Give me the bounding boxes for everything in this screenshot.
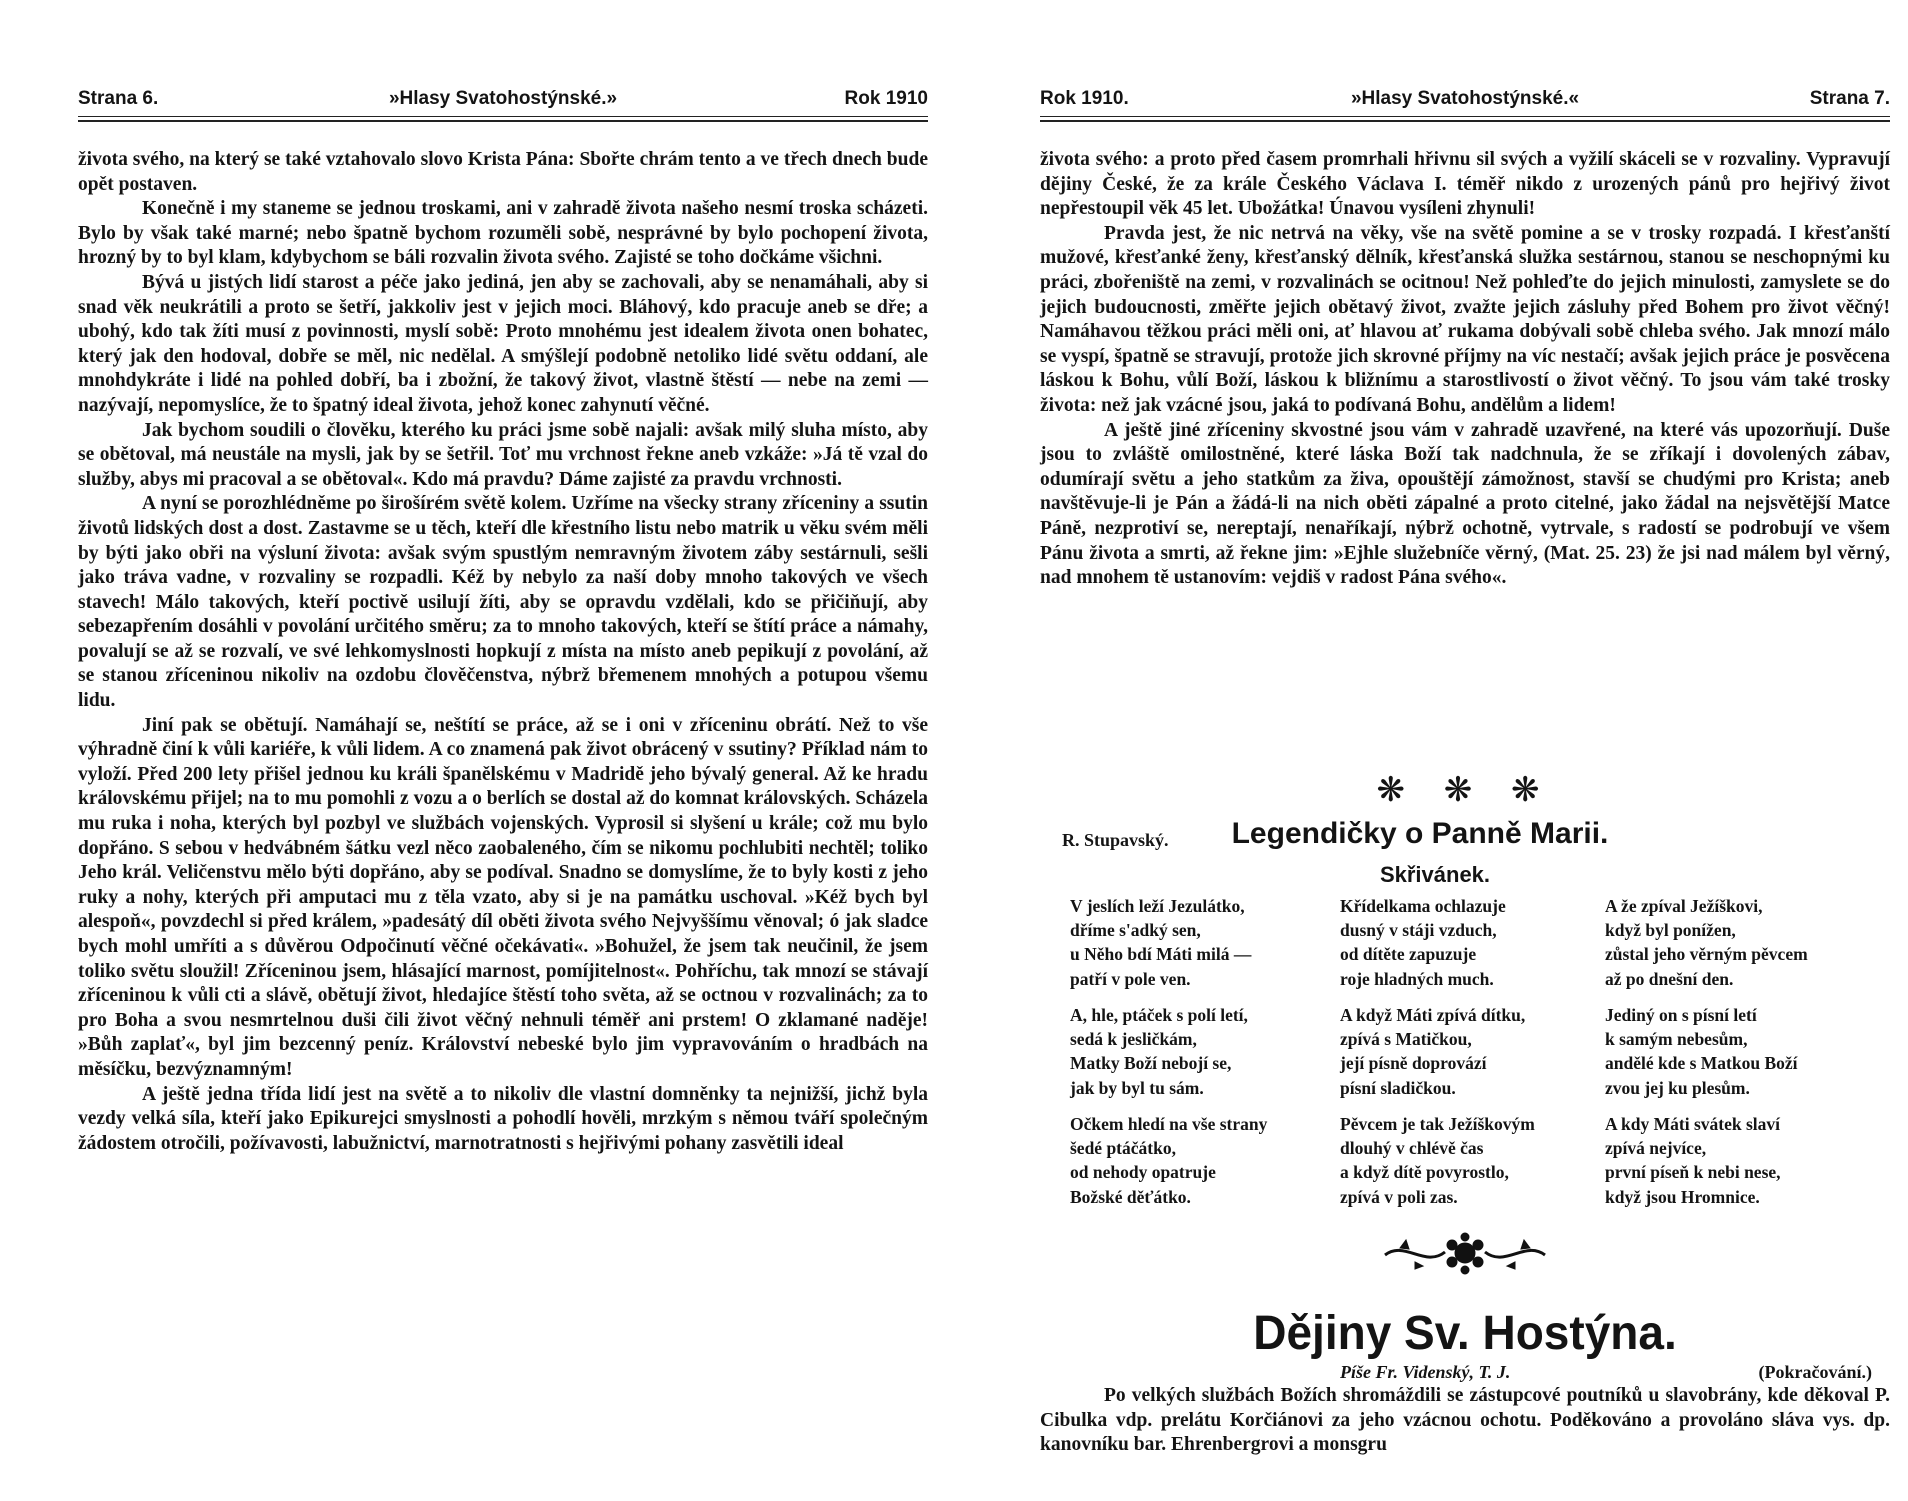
verse-line: písní sladičkou.	[1340, 1077, 1456, 1098]
paragraph: Pravda jest, že nic netrvá na věky, vše na světě pomine a se v trosky rozpadá. I křesťanští mužové, křesťanké ženy, křesťanský dělník, křesťanská služka sestárnou, stanou se neschopnými ku práci, zbořeniště na zemi, v rozvalinách se ocitnou! Než pohleďte do jejich minulosti, zamyslete se do jejich budoucnosti, změřte jejich obětavý život, zvažte jejich zásluhy před Bohem pro život věčný! Namáhavou těžkou práci měli oni, ať hlavou ať rukama dobývali sobě chleba svého. Jak mnozí málo se vyspí, špatně se stravují, protože jich skrovné příjmy na víc nestačí; avšak jejich práce je posvěcena láskou k Bohu, vůlí Boží, láskou k bližnímu a starostlivostí o život věčný. To jsou vám také trosky života: než jak vzácné jsou, jaká to podívaná Bohu, andělům a lidem!	[1040, 222, 1890, 416]
verse-line: patří v pole ven.	[1070, 968, 1191, 989]
verse-line: když jsou Hromnice.	[1605, 1186, 1760, 1207]
paragraph: Po velkých službách Božích shromáždili se zástupcové poutníků u slavobrány, kde děkoval P. Cibulka vdp. prelátu Korčiánovi za jeho vzácnou ochotu. Poděkováno a provoláno sláva vys. dp. kanovníku bar. Ehrenbergrovi a monsgru	[1040, 1385, 1890, 1456]
paragraph: života svého: a proto před časem promrhali hřivnu sil svých a vyžilí skáceli se v rozvaliny. Vypravují dějiny České, že za krále Českého Václava I. téměř nikdo z urozených pánů pro hejřivý život nepřestoupil věk 45 let. Ubožátka! Únavou vysíleni zhynuli!	[1040, 149, 1890, 220]
verse-line: zpívá v poli zas.	[1340, 1186, 1458, 1207]
verse-line: roje hladných much.	[1340, 968, 1494, 989]
stanza	[1340, 1112, 1600, 1209]
verse-line: když byl ponížen,	[1605, 920, 1736, 941]
verse-line: Očkem hledí na vše strany	[1070, 1114, 1268, 1134]
periodical-title: »Hlasy Svatohostýnské.«	[1350, 88, 1580, 109]
verse-line: A kdy Máti svátek slaví	[1605, 1114, 1781, 1134]
issue-year: Rok 1910	[844, 88, 928, 109]
verse-line: od dítěte zapuzuje	[1340, 944, 1477, 965]
verse-line: od nehody opatruje	[1070, 1162, 1216, 1183]
verse-line: k samým nebesům,	[1605, 1029, 1748, 1050]
page-number: Strana 6.	[78, 88, 159, 109]
verse-line: Jediný on s písní letí	[1605, 1005, 1757, 1025]
verse-line: až po dnešní den.	[1605, 968, 1734, 989]
verse-line: zvou jej ku plesům.	[1605, 1077, 1750, 1098]
header-rule-thick	[1040, 120, 1890, 122]
verse-line: Křídelkama ochlazuje	[1340, 896, 1506, 916]
article-body	[78, 148, 928, 1156]
verse-line: a když dítě povyrostlo,	[1340, 1162, 1509, 1183]
left-page-header	[78, 88, 928, 116]
section-title: Dějiny Sv. Hostýna.	[1253, 1304, 1677, 1360]
stanza	[1340, 894, 1600, 991]
stanza	[1340, 1003, 1600, 1100]
verse-line: zpívá s Matičkou,	[1340, 1029, 1472, 1050]
issue-year: Rok 1910.	[1040, 88, 1129, 109]
verse-line: sedá k jesličkám,	[1070, 1029, 1197, 1050]
verse-line: dříme s'adký sen,	[1070, 920, 1201, 941]
verse-line: jak by byl tu sám.	[1070, 1077, 1204, 1098]
paragraph: Jiní pak se obětují. Namáhají se, neštítí se práce, až se i oni v zříceninu obrátí. Než to vše výhradně činí k vůli kariéře, k vůli lidem. A co znamená pak život obrácený v ssutiny? Příklad nám to vyloží. Před 200 lety přišel jednou ku králi španělskému v Madridě jeho bývalý general. Až ke hradu královskému přijel; na to mu pomohli z vozu a o berlích se dostal až do komnat královských. Scházela mu ruka i noha, kterých byl pozbyl ve službách vojenských. Vyprosil si slyšení u krále; což mu bylo dopřáno. S sebou v hedvábném šátku vezl něco zaobaleného, čím se nikomu pochlubiti nechtěl; toliko Jeho král. Veličenstvu mělo býti dopřáno, aby se podíval. Snadno se domyslíme, že to byly kosti z jeho ruky a nohy, kterých při amputaci mu z těla vzato, aby si je na památku uschoval. »Kéž bych byl alespoň«, povzdechl si před králem, »padesátý díl oběti života svého Nejvyššímu věnoval; ó jak sladce bych mohl umříti a s důvěrou Odpočinutí věčné očekávati«. »Bohužel, že jsem tak neučinil, že jsem toliko světu sloužil! Zříceninou jsem, hlásající marnost, pomíjitelnost«. Pohříchu, tak mnozí se stávají zříceninou k vůli cti a slávě, obětují život, hledajíce štěstí toho světa, až se octnou v rozvalinách; za to pro Boha a svou nesmrtelnou duši čili život věčný nehnuli téměř ani prstem! O zklamané naděje! »Bůh zaplať«, byl jim bezcenný peníz. Království nebeské bylo jim vypravováním o hradbách na měsíčku, bezvýznamným!	[78, 714, 928, 1080]
poem-author: R. Stupavský.	[1062, 830, 1169, 850]
article-body	[1040, 148, 1890, 591]
header-rule	[1040, 116, 1890, 117]
stanza	[1605, 1003, 1865, 1100]
verse-line: Božské děťátko.	[1070, 1186, 1191, 1207]
verse-line: zůstal jeho věrným pěvcem	[1605, 944, 1808, 965]
verse-line: A, hle, ptáček s polí letí,	[1070, 1005, 1248, 1025]
stanza	[1605, 894, 1865, 991]
left-page	[78, 0, 928, 1501]
stanza	[1070, 1112, 1330, 1209]
page-number: Strana 7.	[1809, 88, 1890, 109]
verse-line: A když Máti zpívá dítku,	[1340, 1005, 1526, 1025]
verse-line: první píseň k nebi nese,	[1605, 1162, 1781, 1183]
floral-ornament-icon	[1380, 1228, 1550, 1278]
header-rule	[78, 116, 928, 117]
verse-line: Pěvcem je tak Ježíškovým	[1340, 1114, 1535, 1134]
paragraph: Bývá u jistých lidí starost a péče jako jediná, jen aby se zachovali, aby se nenamáhali, aby si snad věk neukrátili a proto se šetří, jakkoliv jest v jejich moci. Bláhový, kdo pracuje aneb se dře; a ubohý, kdo tak žíti musí z povinnosti, myslí sobě: Proto mnohému jest idealem života onen bohatec, který jak den hodoval, dobře se měl, nic nedělal. A smýšlejí podobně netoliko lidé světu oddaní, ale mnohdykráte i lidé na pohled dobří, ba i zbožní, že takový život, vlastně štěstí — nebe na zemi — nazývají, nepomyslíce, že to špatný ideal života, jehož konec zahynutí věčné.	[78, 271, 928, 416]
paragraph: života svého, na který se také vztahovalo slovo Krista Pána: Sbořte chrám tento a ve třech dnech bude opět postaven.	[78, 149, 928, 195]
right-page	[1040, 0, 1890, 1501]
header-rule-thick	[78, 120, 928, 122]
verse-line: Matky Boží nebojí se,	[1070, 1053, 1232, 1074]
verse-line: dlouhý v chlévě čas	[1340, 1138, 1484, 1159]
verse-line: andělé kde s Matkou Boží	[1605, 1053, 1798, 1074]
paragraph: Konečně i my staneme se jednou troskami, ani v zahradě života našeho nesmí troska scházeti. Bylo by však také marné; nebo špatně bychom rozuměli sobě, nesprávné by bylo pochopení života, hrozný by to byl klam, kdybychom se báli rozvalin života svého. Zajisté se toho dočkáme všichni.	[78, 198, 928, 269]
verse-line: u Něho bdí Máti milá —	[1070, 944, 1252, 965]
verse-line: šedé ptáčátko,	[1070, 1138, 1176, 1159]
right-page-header	[1040, 88, 1890, 116]
paragraph: A ještě jedna třída lidí jest na světě a to nikoliv dle vlastní domněnky ta nejnižší, jichž byla vezdy velká síla, kteří jako Epikurejci smyslnosti a pohodlí hověli, mrzkým s němou tváří společným žádostem otročili, požívavosti, labužnictví, marnotratnosti s hejřivými pohany zasvětili ideal	[78, 1083, 928, 1154]
verse-line: A že zpíval Ježíškovi,	[1605, 896, 1763, 916]
paragraph: A ještě jiné zříceniny skvostné jsou vám v zahradě uzavřené, na které vás upozorňují. Duše jsou to zvláště omilostněné, které láska Boží tak nadchnula, že se zříkají i dovolených zábav, odumírají světu a jeho statkům za živa, opouštějí zámožnost, stavší se chudými pro Krista; aneb navštěvuje-li je Pán a žádá-li na nich oběti zápalné a proto citelné, jako žádal na nejsvětější Matce Páně, nezprotiví se, nereptají, nenaříkají, nýbrž ochotně, vytrvale, s radostí se podrobují ve všem Pánu života a smrti, až řekne jim: »Ejhle služebníče věrný, (Mat. 25. 23) že jsi nad málem byl věrný, nad mnohem tě ustanovím: vejdiš v radost Pána svého«.	[1040, 419, 1890, 589]
stanza	[1605, 1112, 1865, 1209]
paragraph: A nyní se porozhlédněme po širošírém světě kolem. Uzříme na všecky strany zříceniny a ssutin životů lidských dost a dost. Zastavme se u těch, kteří dle křestního listu nebo matrik u věku svém měli by býti jako obři na výsluní života: avšak svým spustlým nemravným životem záby sestárnuli, sešli jako tráva vadne, v rozvaliny se rozpadli. Kéž by nebylo za naší doby mnoho takových ve všech stavech! Málo takových, kteří poctivě usilují žíti, aby se opravdu vzdělali, kdo se přičiňují, aby sebezapřením dosáhli v povolání určitého směru; za to mnoho takových, kteří se štítí práce a námahy, povalují se až se rozvalí, ve své lehkomyslnosti hopkují z místa na místo aneb pepikují z povolání, až se stanou zříceninou nikoliv na ozdobu člověčenstva, nýbrž břemenem mnohých a potupou všemu lidu.	[78, 493, 928, 712]
section-author: Píše Fr. Videnský, T. J.	[1340, 1362, 1511, 1382]
paragraph: Jak bychom soudili o člověku, kterého ku práci jsme sobě najali: avšak milý sluha místo, aby se obětoval, má neustále na mysli, jak by se šetřil. Toť mu vrchnost řekne aneb vzkáže: »Já tě vzal do služby, abys mi pracoval a se obětoval«. Kdo má pravdu? Dáme zajisté za pravdu vrchnosti.	[78, 419, 928, 490]
poem-subtitle: Skřivánek.	[1379, 862, 1491, 887]
continuation-note: (Pokračování.)	[1758, 1362, 1872, 1382]
section-body	[1040, 1384, 1890, 1458]
verse-line: V jeslích leží Jezulátko,	[1070, 896, 1245, 916]
verse-line: dusný v stáji vzduch,	[1340, 920, 1497, 941]
section-separator: ❋ ❋ ❋	[1376, 770, 1554, 810]
verse-line: zpívá nejvíce,	[1605, 1138, 1707, 1159]
stanza	[1070, 894, 1330, 991]
stanza	[1070, 1003, 1330, 1100]
verse-line: její písně doprovází	[1340, 1053, 1487, 1074]
periodical-title: »Hlasy Svatohostýnské.»	[388, 88, 618, 109]
poem-title: Legendičky o Panně Marii.	[1231, 817, 1609, 850]
